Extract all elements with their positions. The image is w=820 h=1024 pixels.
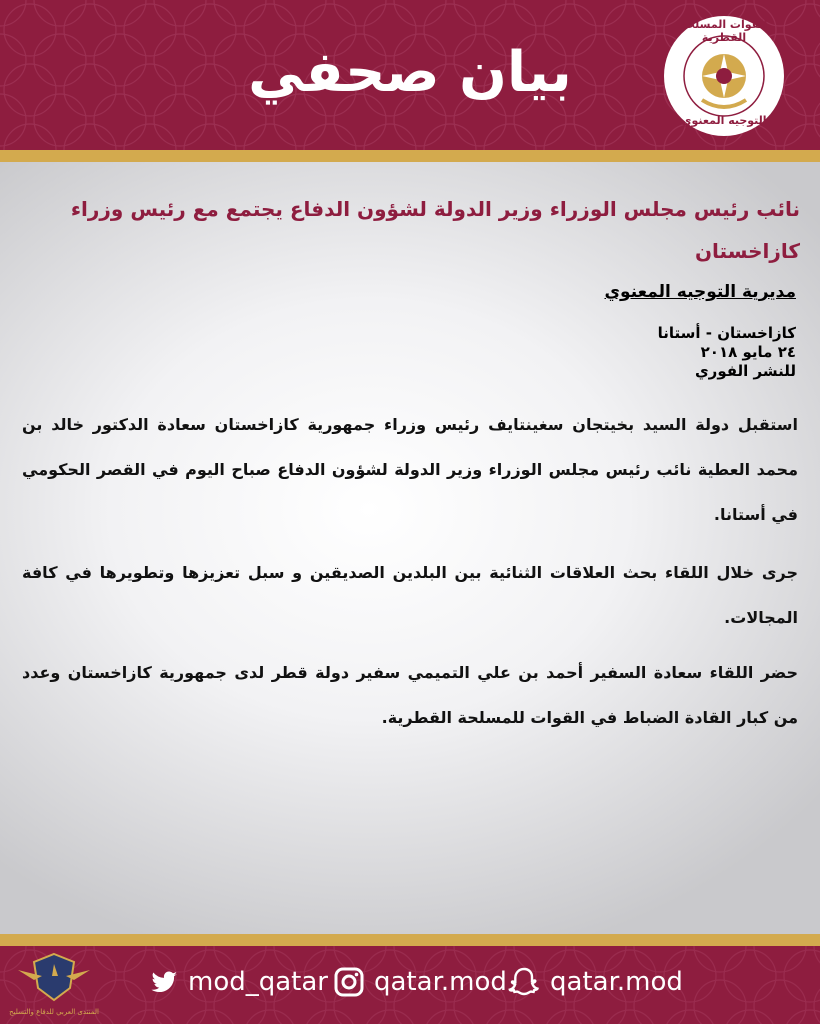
- twitter-handle-text: mod_qatar: [188, 967, 328, 997]
- headline: نائب رئيس مجلس الوزراء وزير الدولة لشؤون الدفاع يجتمع مع رئيس وزراء كازاخستان: [70, 197, 800, 263]
- qatar-armed-forces-emblem: [662, 14, 786, 138]
- paragraph-2: جرى خلال اللقاء بحث العلاقات الثنائية بين البلدين الصديقين و سبل تعزيزها وتطويرها في كافة المجالات.: [22, 563, 798, 627]
- content-area: [0, 162, 820, 934]
- date: ٢٤ مايو ٢٠١٨: [700, 343, 796, 361]
- twitter-icon: [150, 967, 180, 997]
- shield-icon: [8, 948, 100, 1008]
- department-label: مديرية التوجيه المعنوي: [604, 282, 796, 302]
- header-banner: [0, 0, 820, 150]
- snapchat-icon: [508, 966, 540, 998]
- paragraph-3: حضر اللقاء سعادة السفير أحمد بن علي التميمي سفير دولة قطر لدى جمهورية كازاخستان وعدد من كبار القادة الضباط في القوات للمسلحة القطرية.: [22, 663, 798, 727]
- emblem-top-text: القوات المسلحة القطرية: [680, 18, 768, 44]
- instagram-handle[interactable]: [334, 962, 507, 1002]
- instagram-icon: [334, 967, 364, 997]
- emblem-bottom-text: التوجيه المعنوي: [681, 114, 767, 127]
- dateline: [658, 324, 796, 381]
- page-title: بيان صحفي: [248, 40, 572, 105]
- release-note: للنشر الفوري: [694, 362, 796, 380]
- badge-text: المنتدى العربي للدفاع والتسليح: [9, 1008, 99, 1016]
- location: كازاخستان - أستانا: [657, 324, 796, 342]
- twitter-handle[interactable]: [150, 962, 328, 1002]
- paragraph-1: استقبل دولة السيد بخيتجان سغينتايف رئيس وزراء جمهورية كازاخستان سعادة الدكتور خالد بن محمد العطية نائب رئيس مجلس الوزراء وزير الدولة لشؤون الدفاع صباح اليوم في القصر الحكومي في أستانا.: [22, 415, 798, 524]
- snapchat-handle[interactable]: [508, 962, 683, 1002]
- snapchat-handle-text: qatar.mod: [550, 967, 683, 997]
- header-gold-bar: [0, 150, 820, 162]
- footer-gold-bar: [0, 934, 820, 946]
- instagram-handle-text: qatar.mod: [374, 967, 507, 997]
- arab-defense-forum-badge: [8, 948, 100, 1022]
